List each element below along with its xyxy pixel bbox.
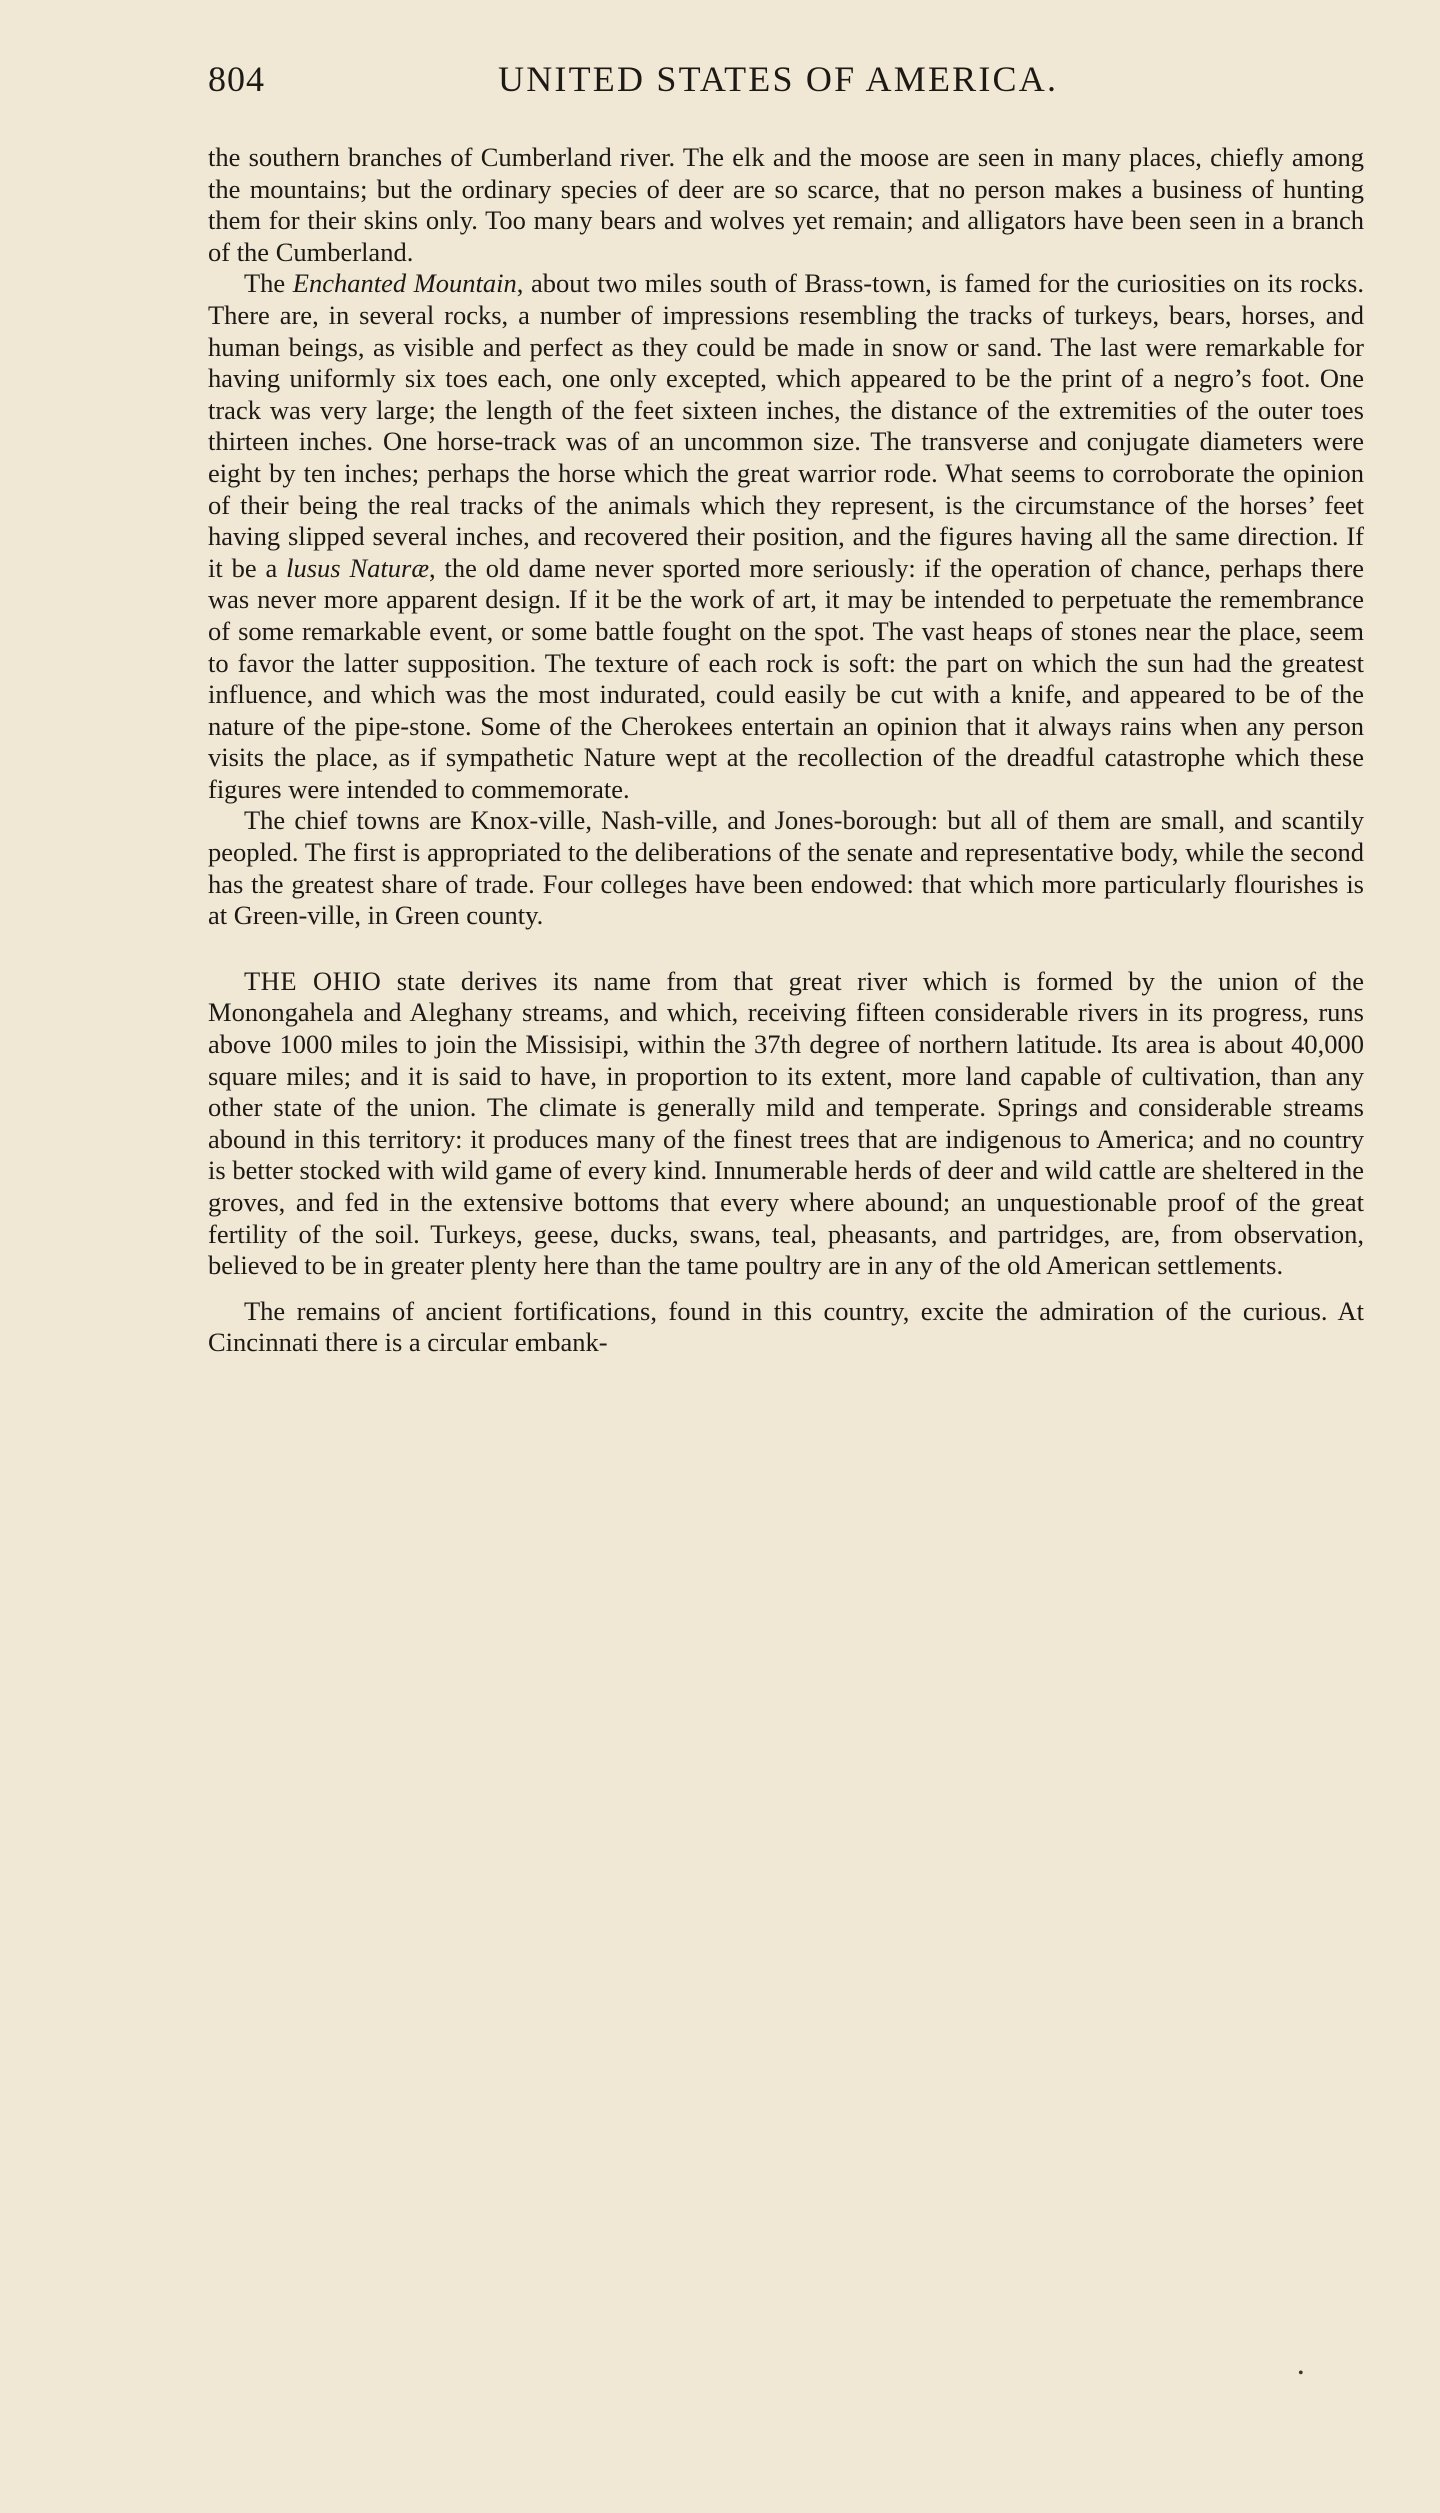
paragraph-fortifications xyxy=(208,1296,1364,1359)
page-bottom-mark: • xyxy=(1298,2365,1304,2382)
page-header xyxy=(208,58,1368,118)
paragraph-chief-towns xyxy=(208,805,1364,931)
paragraph-text: state derives its name from that great river which is formed by the union of the Monongahela and Aleghany streams, and which, receiving fifteen considerable rivers in its progress, runs above 1000 miles to join the Missisipi, within the 37th degree of northern latitude. Its area is about 40,000 square miles; and it is said to have, in proportion to its extent, more land capable of cultivation, than any other state of the union. The climate is generally mild and temperate. Springs and considerable streams abound in this territory: it produces many of the finest trees that are indigenous to America; and no country is better stocked with wild game of every kind. Innumerable herds of deer and wild cattle are sheltered in the groves, and fed in the extensive bottoms that every where abound; an unquestionable proof of the great fertility of the soil. Turkeys, geese, ducks, swans, teal, pheasants, and partridges, are, from observation, believed to be in greater plenty here than the tame poultry are in any of the old American settlements. xyxy=(208,965,1364,1281)
paragraph-tail: , the old dame never sported more seriously: if the operation of chance, perhaps there was never more apparent design. If it be the work of art, it may be intended to perpetuate the remembrance of some remarkable event, or some battle fought on the spot. The vast heaps of stones near the place, seem to favor the latter supposition. The texture of each rock is soft: the part on which the sun had the greatest influence, and which was the most indurated, could easily be cut with a knife, and appeared to be of the nature of the pipe-stone. Some of the Cherokees entertain an opinion that it always rains when any person visits the place, as if sympathetic Nature wept at the recollection of the dreadful catastrophe which these figures were intended to commemorate. xyxy=(208,552,1365,804)
paragraph-text: the southern branches of Cumberland river. The elk and the moose are seen in many places, chiefly among the mountains; but the ordinary species of deer are so scarce, that no person makes a business of hunting them for their skins only. Too many bears and wolves yet remain; and alligators have been seen in a branch of the Cumberland. xyxy=(208,142,1364,267)
paragraph-text: The remains of ancient fortifications, found in this country, excite the admiration of the curious. At Cincinnati there is a circular embank- xyxy=(208,1295,1364,1358)
section-lead: THE OHIO xyxy=(244,965,382,996)
italic-latin-phrase: lusus Naturæ xyxy=(286,552,429,583)
running-title: UNITED STATES OF AMERICA. xyxy=(498,59,1059,99)
paragraph-text: The chief towns are Knox-ville, Nash-ville, and Jones-borough: but all of them are small, and scantily peopled. The first is appropriated to the deliberations of the senate and representative body, while the second has the greatest share of trade. Four colleges have been endowed: that which more particularly flourishes is at Green-ville, in Green county. xyxy=(208,805,1364,931)
paragraph-middle: , about two miles south of Brass-town, is famed for the curiosities on its rocks. There are, in several rocks, a number of impressions resembling the tracks of turkeys, bears, horses, and human beings, as visible and perfect as they could be made in snow or sand. The last were remarkable for having uniformly six toes each, one only excepted, which appeared to be the print of a negro’s foot. One track was very large; the length of the feet sixteen inches, the distance of the extremities of the outer toes thirteen inches. One horse-track was of an uncommon size. The transverse and conjugate diameters were eight by ten inches; perhaps the horse which the great warrior rode. What seems to corroborate the opinion of their being the real tracks of the animals which they represent, is the circumstance of the horses’ feet having slipped several inches, and recovered their position, and the figures having all the same direction. If it be a xyxy=(208,268,1364,583)
paragraph-ohio-state xyxy=(208,966,1364,1282)
body-text xyxy=(208,142,1364,1359)
page-number: 804 xyxy=(208,59,265,99)
paragraph-enchanted-mountain xyxy=(208,268,1364,805)
paragraph-lead: The xyxy=(244,268,293,299)
italic-place-name: Enchanted Mountain xyxy=(292,268,517,299)
paragraph-cumberland-wildlife xyxy=(208,142,1364,268)
